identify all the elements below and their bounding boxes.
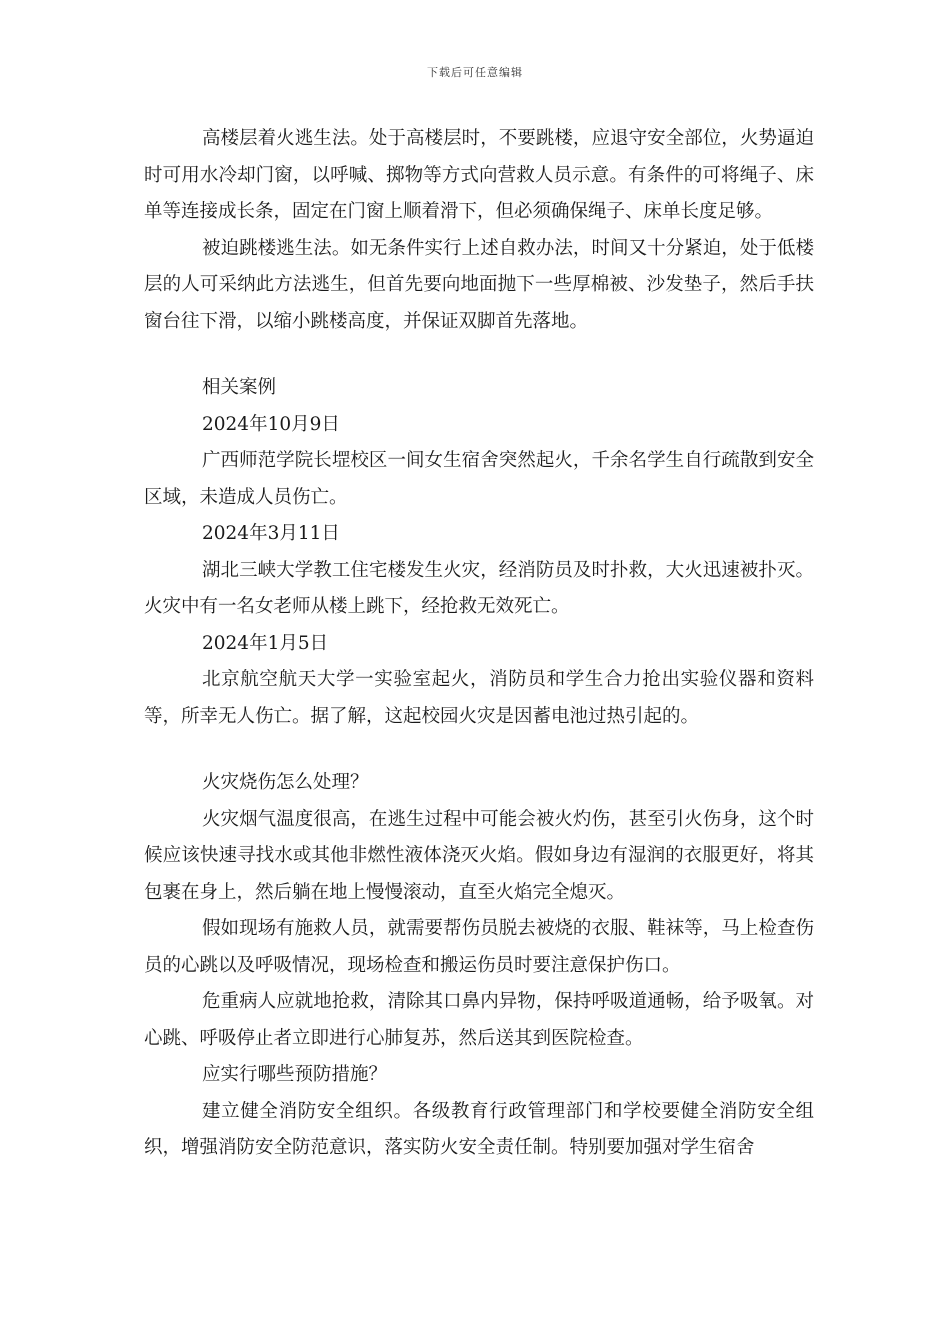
section-spacer (144, 735, 814, 765)
case-description-2: 湖北三峡大学教工住宅楼发生火灾，经消防员及时扑救，大火迅速被扑灭。火灾中有一名女老师从楼上跳下，经抢救无效死亡。 (144, 559, 814, 617)
case-date-1: 2024年10月9日 (202, 413, 340, 435)
case-description-3: 北京航空航天大学一实验室起火，消防员和学生合力抢出实验仪器和资料等，所幸无人伤亡。据了解，这起校园火灾是因蓄电池过热引起的。 (144, 669, 814, 727)
paragraph-rescuer-care: 假如现场有施救人员，就需要帮伤员脱去被烧的衣服、鞋袜等，马上检查伤员的心跳以及呼吸情况，现场检查和搬运伤员时要注意保护伤口。 (144, 918, 814, 976)
case-date-2: 2024年3月11日 (202, 523, 340, 544)
section-spacer (144, 340, 814, 370)
paragraph-safety-organization: 建立健全消防安全组织。各级教育行政管理部门和学校要健全消防安全组织，增强消防安全防范意识，落实防火安全责任制。特别要加强对学生宿舍 (144, 1100, 814, 1158)
section-heading-prevention: 应实行哪些预防措施？ (202, 1064, 388, 1085)
section-heading-burn-treatment: 火灾烧伤怎么处理？ (202, 772, 369, 793)
section-heading-related-cases: 相关案例 (202, 377, 277, 398)
page-header: 下载后可任意编辑 (427, 66, 523, 79)
case-date-3: 2024年1月5日 (202, 632, 329, 654)
paragraph-high-floor-escape: 高楼层着火逃生法。处于高楼层时，不要跳楼，应退守安全部位，火势逼迫时可用水冷却门窗，以呼喊、掷物等方式向营救人员示意。有条件的可将绳子、床单等连接成长条，固定在门窗上顺着滑下，但必须确保绳子、床单长度足够。 (144, 128, 814, 222)
document-body (144, 121, 814, 1167)
case-description-1: 广西师范学院长堽校区一间女生宿舍突然起火，千余名学生自行疏散到安全区域，未造成人员伤亡。 (144, 450, 814, 508)
paragraph-extinguish-flames: 火灾烟气温度很高，在逃生过程中可能会被火灼伤，甚至引火伤身，这个时候应该快速寻找水或其他非燃性液体浇灭火焰。假如身边有湿润的衣服更好，将其包裹在身上，然后躺在地上慢慢滚动，直至火焰完全熄灭。 (144, 808, 814, 903)
paragraph-critical-patients: 危重病人应就地抢救，清除其口鼻内异物，保持呼吸道通畅，给予吸氧。对心跳、呼吸停止者立即进行心肺复苏，然后送其到医院检查。 (144, 991, 814, 1049)
paragraph-forced-jump-escape: 被迫跳楼逃生法。如无条件实行上述自救办法，时间又十分紧迫，处于低楼层的人可采纳此方法逃生，但首先要向地面抛下一些厚棉被、沙发垫子，然后手扶窗台往下滑，以缩小跳楼高度，并保证双脚首先落地。 (144, 237, 814, 332)
